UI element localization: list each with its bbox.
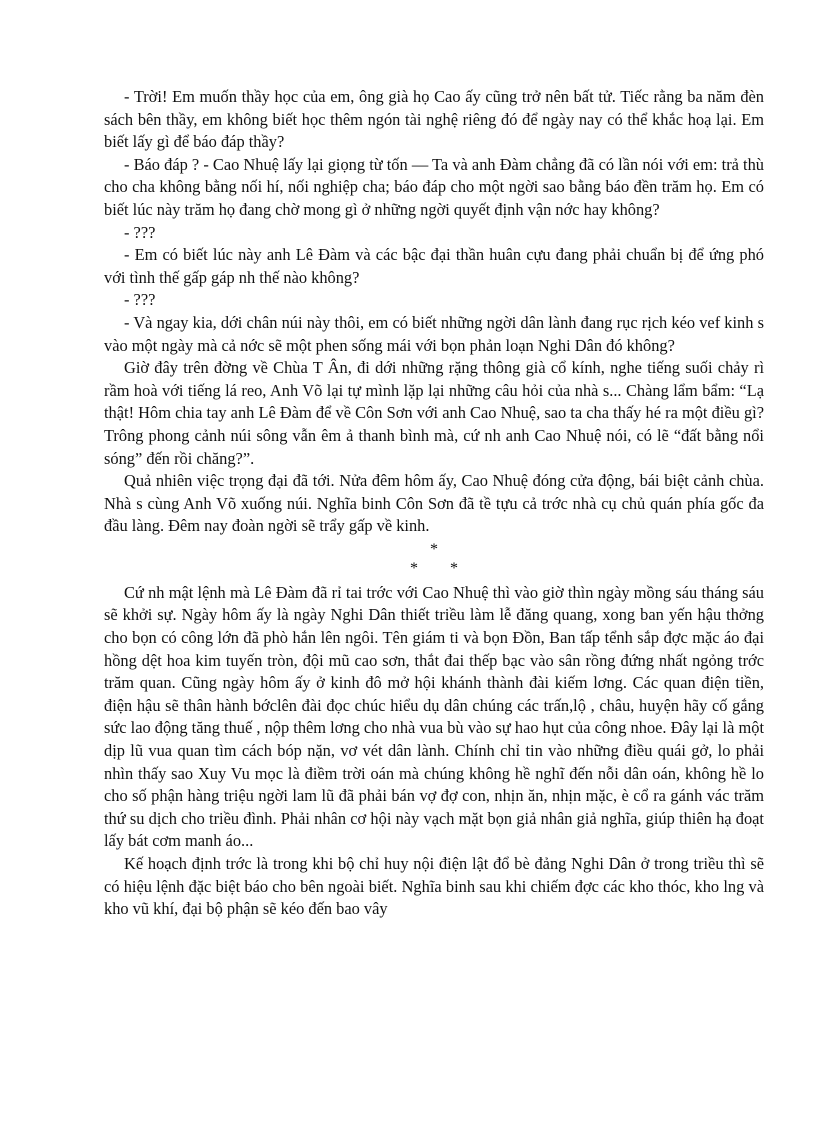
document-page (104, 86, 764, 921)
paragraph-1: - Trời! Em muốn thầy học của em, ông già họ Cao ấy cũng trở nên bất tử. Tiếc rằng ba năm đèn sách bên thầy, em không biết học thêm ngón tài nghệ riêng đó để ngày nay có thể khắc hoạ lại. Em biết lấy gì để báo đáp thầy? (104, 87, 764, 152)
paragraph-7: Giờ đây trên đờng về Chùa T Ân, đi dới những rặng thông già cổ kính, nghe tiếng suối chảy rì rầm hoà với tiếng lá reo, Anh Võ lại tự mình lặp lại những câu hỏi của nhà s... Chàng lẩm bẩm: “Lạ thật! Hôm chia tay anh Lê Đàm để về Côn Sơn với anh Cao Nhuệ, sao ta cha thấy hé ra một điều gì? Trông phong cảnh núi sông vẫn êm ả thanh bình mà, cứ nh anh Cao Nhuệ nói, có lẽ “đất bằng nổi sóng” đến rồi chăng?”. (104, 358, 764, 468)
paragraph-4: - Em có biết lúc này anh Lê Đàm và các bậc đại thần huân cựu đang phải chuẩn bị để ứng phó với tình thế gấp gáp nh thế nào không? (104, 245, 764, 287)
paragraph-10: Kế hoạch định trớc là trong khi bộ chỉ huy nội điện lật đổ bè đảng Nghi Dân ở trong triều thì sẽ có hiệu lệnh đặc biệt báo cho bên ngoài biết. Nghĩa binh sau khi chiếm đợc các kho thóc, kho lng và kho vũ khí, đại bộ phận sẽ kéo đến bao vây (104, 854, 764, 919)
paragraph-5: - ??? (124, 290, 156, 310)
paragraph-6: - Và ngay kia, dới chân núi này thôi, em có biết những ngời dân lành đang rục rịch kéo vef kinh s vào một ngày mà cả nớc sẽ một phen sống mái với bọn phản loạn Nghi Dân đó không? (104, 312, 764, 355)
section-separator (104, 540, 764, 578)
separator-star-line-1: * (430, 540, 438, 558)
paragraph-2: - Báo đáp ? - Cao Nhuệ lấy lại giọng từ tốn — Ta và anh Đàm chẳng đã có lần nói với em: trả thù cho cha không bằng nối hí, nối nghiệp cha; báo đáp cho một ngời sao bằng báo đền trăm họ. Em có biết lúc này trăm họ đang chờ mong gì ở những ngời quyết định vận nớc hay không? (104, 154, 764, 219)
paragraph-3: - ??? (124, 222, 156, 242)
paragraph-8: Quả nhiên việc trọng đại đã tới. Nửa đêm hôm ấy, Cao Nhuệ đóng cửa động, bái biệt cảnh chùa. Nhà s cùng Anh Võ xuống núi. Nghĩa binh Côn Sơn đã tề tựu cả trớc nhà cụ chủ quán phía gốc đa đầu làng. Đêm nay đoàn ngời sẽ trẩy gấp về kinh. (104, 471, 764, 536)
separator-star-line-2: * * (410, 559, 472, 577)
paragraph-9: Cứ nh mật lệnh mà Lê Đàm đã rỉ tai trớc với Cao Nhuệ thì vào giờ thìn ngày mồng sáu tháng sáu sẽ khởi sự. Ngày hôm ấy là ngày Nghi Dân thiết triều làm lễ đăng quang, xong ban yến hậu thởng cho bọn có công lớn đã phò hắn lên ngôi. Tên giám ti và bọn Đồn, Ban tấp tểnh sắp đợc mặc áo đại hồng dệt hoa kim tuyến tròn, đội mũ cao sơn, thắt đai thếp bạc vào sân rồng đứng nhất ngỏng trớc trăm quan. Cũng ngày hôm ấy ở kinh đô mở hội khánh thành đài kiếm lơng. Các quan điện tiền, điện hậu sẽ thân hành bớclên đài đọc chúc hiểu dụ dân chúng các trấn,lộ , châu, huyện hãy cố gắng sức lao động tăng thuế , nộp thêm lơng cho nhà vua bù vào sự hao hụt của công nhoe. Đây lại là một dịp lũ vua quan tìm cách bóp nặn, vơ vét dân lành. Chính chỉ tin vào những điều quái gở, lo phải nhìn thấy sao Xuy Vu mọc là điềm trời oán mà chúng không hề nghĩ đến nỗi dân oán, không hề lo cho số phận hàng triệu ngời lam lũ đã phải bán vợ đợ con, nhịn ăn, nhịn mặc, è cổ ra gánh vác trăm thứ su dịch cho triều đình. Phải nhân cơ hội này vạch mặt bọn giả nhân giả nghĩa, giúp thiên hạ đoạt lấy bát cơm manh áo... (104, 582, 764, 851)
